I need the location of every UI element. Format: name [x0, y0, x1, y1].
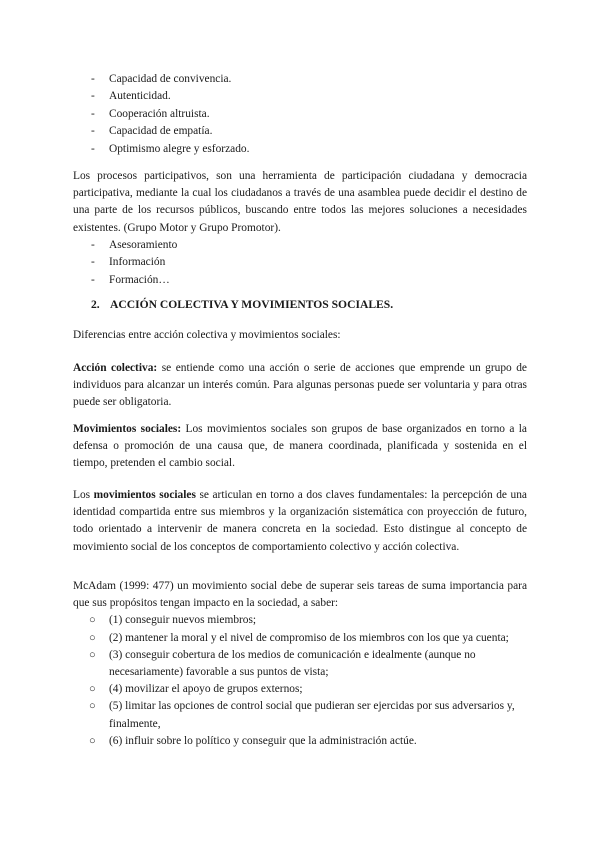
list-item: - Capacidad de empatía.: [73, 123, 527, 140]
section-title: ACCIÓN COLECTIVA Y MOVIMIENTOS SOCIALES.: [110, 298, 394, 311]
list-item: - Asesoramiento: [73, 237, 527, 254]
bullet-icon: ○: [89, 700, 96, 713]
qualities-list: [73, 71, 527, 158]
section-number: 2.: [91, 298, 100, 311]
list-item: - Capacidad de convivencia.: [73, 71, 527, 88]
mcadam-block: [73, 578, 527, 750]
bullet-icon: ○: [89, 683, 96, 696]
collective-action-definition: se entiende como una acción o serie de acciones que emprende un grupo de individuos para alcanzar un interés común. Para algunas personas puede ser voluntaria y para otras puede ser obligatoria.: [73, 362, 527, 409]
tasks-list: [73, 612, 527, 750]
section-heading-block: [73, 296, 527, 313]
social-movements-term: Movimientos sociales:: [73, 423, 182, 435]
task-text: (3) conseguir cobertura de los medios de comunicación e idealmente (aunque no necesariamente) favorable a sus puntos de vista;: [109, 648, 476, 679]
task-text: (5) limitar las opciones de control social que pudieran ser ejercidas por sus adversarios y, finalmente,: [109, 700, 515, 730]
task-text: (4) movilizar el apoyo de grupos externos;: [109, 683, 303, 696]
social-movements-paragraph: [73, 421, 527, 473]
social-movements-definition: Los movimientos sociales son grupos de base organizados en torno a la defensa o promoción de una causa que, de manera coordinada, planificada y sostenida en el tiempo, pretenden el cambio social.: [73, 423, 527, 470]
differences-block: [73, 327, 527, 344]
list-item: - Cooperación altruista.: [73, 106, 527, 123]
list-item: - Optimismo alegre y esforzado.: [73, 141, 527, 158]
list-item: [73, 630, 527, 647]
qualities-list-block: [73, 71, 527, 158]
differences-intro: Diferencias entre acción colectiva y movimientos sociales:: [73, 329, 341, 341]
movements-paragraph: [73, 487, 527, 556]
bullet-icon: ○: [89, 614, 96, 627]
supports-list: [73, 237, 527, 289]
section-heading: [73, 296, 527, 313]
list-item: [73, 698, 527, 732]
list-item: [73, 681, 527, 698]
list-item: [73, 647, 527, 681]
task-text: (1) conseguir nuevos miembros;: [109, 614, 257, 627]
movements-block: [73, 487, 527, 556]
task-text: (6) influir sobre lo político y conseguir que la administración actúe.: [109, 734, 417, 747]
participatory-block: [73, 168, 527, 289]
task-text: (2) mantener la moral y el nivel de compromiso de los miembros con los que ya cuenta;: [109, 631, 509, 644]
list-item: [73, 612, 527, 629]
collective-action-block: [73, 360, 527, 412]
list-item: - Autenticidad.: [73, 88, 527, 105]
collective-action-term: Acción colectiva:: [73, 362, 158, 374]
mcadam-intro: McAdam (1999: 477) un movimiento social debe de superar seis tareas de suma importancia para que sus propósitos tengan impacto en la sociedad, a saber:: [73, 580, 527, 610]
collective-action-paragraph: [73, 360, 527, 412]
participatory-paragraph: Los procesos participativos, son una herramienta de participación ciudadana y democracia participativa, mediante la cual los ciudadanos a través de una asamblea puede decidir el destino de una parte de los recursos públicos, buscando entre todos las mejores soluciones a necesidades existentes. (Grupo Motor y Grupo Promotor).: [73, 170, 527, 234]
movements-lead: Los: [73, 489, 94, 501]
bullet-icon: ○: [89, 631, 96, 644]
list-item: - Información: [73, 254, 527, 271]
movements-bold: movimientos sociales: [93, 489, 196, 501]
social-movements-block: [73, 421, 527, 473]
bullet-icon: ○: [89, 648, 96, 661]
bullet-icon: ○: [89, 734, 96, 747]
list-item: [73, 733, 527, 750]
movements-rest: se articulan en torno a dos claves fundamentales: la percepción de una identidad compartida entre sus miembros y la organización sistemática con proyección de futuro, todo orientado a intervenir de manera concreta en la sociedad. Esto distingue al concepto de movimiento social de los conceptos de comportamiento colectivo y acción colectiva.: [73, 489, 527, 553]
list-item: - Formación…: [73, 272, 527, 289]
